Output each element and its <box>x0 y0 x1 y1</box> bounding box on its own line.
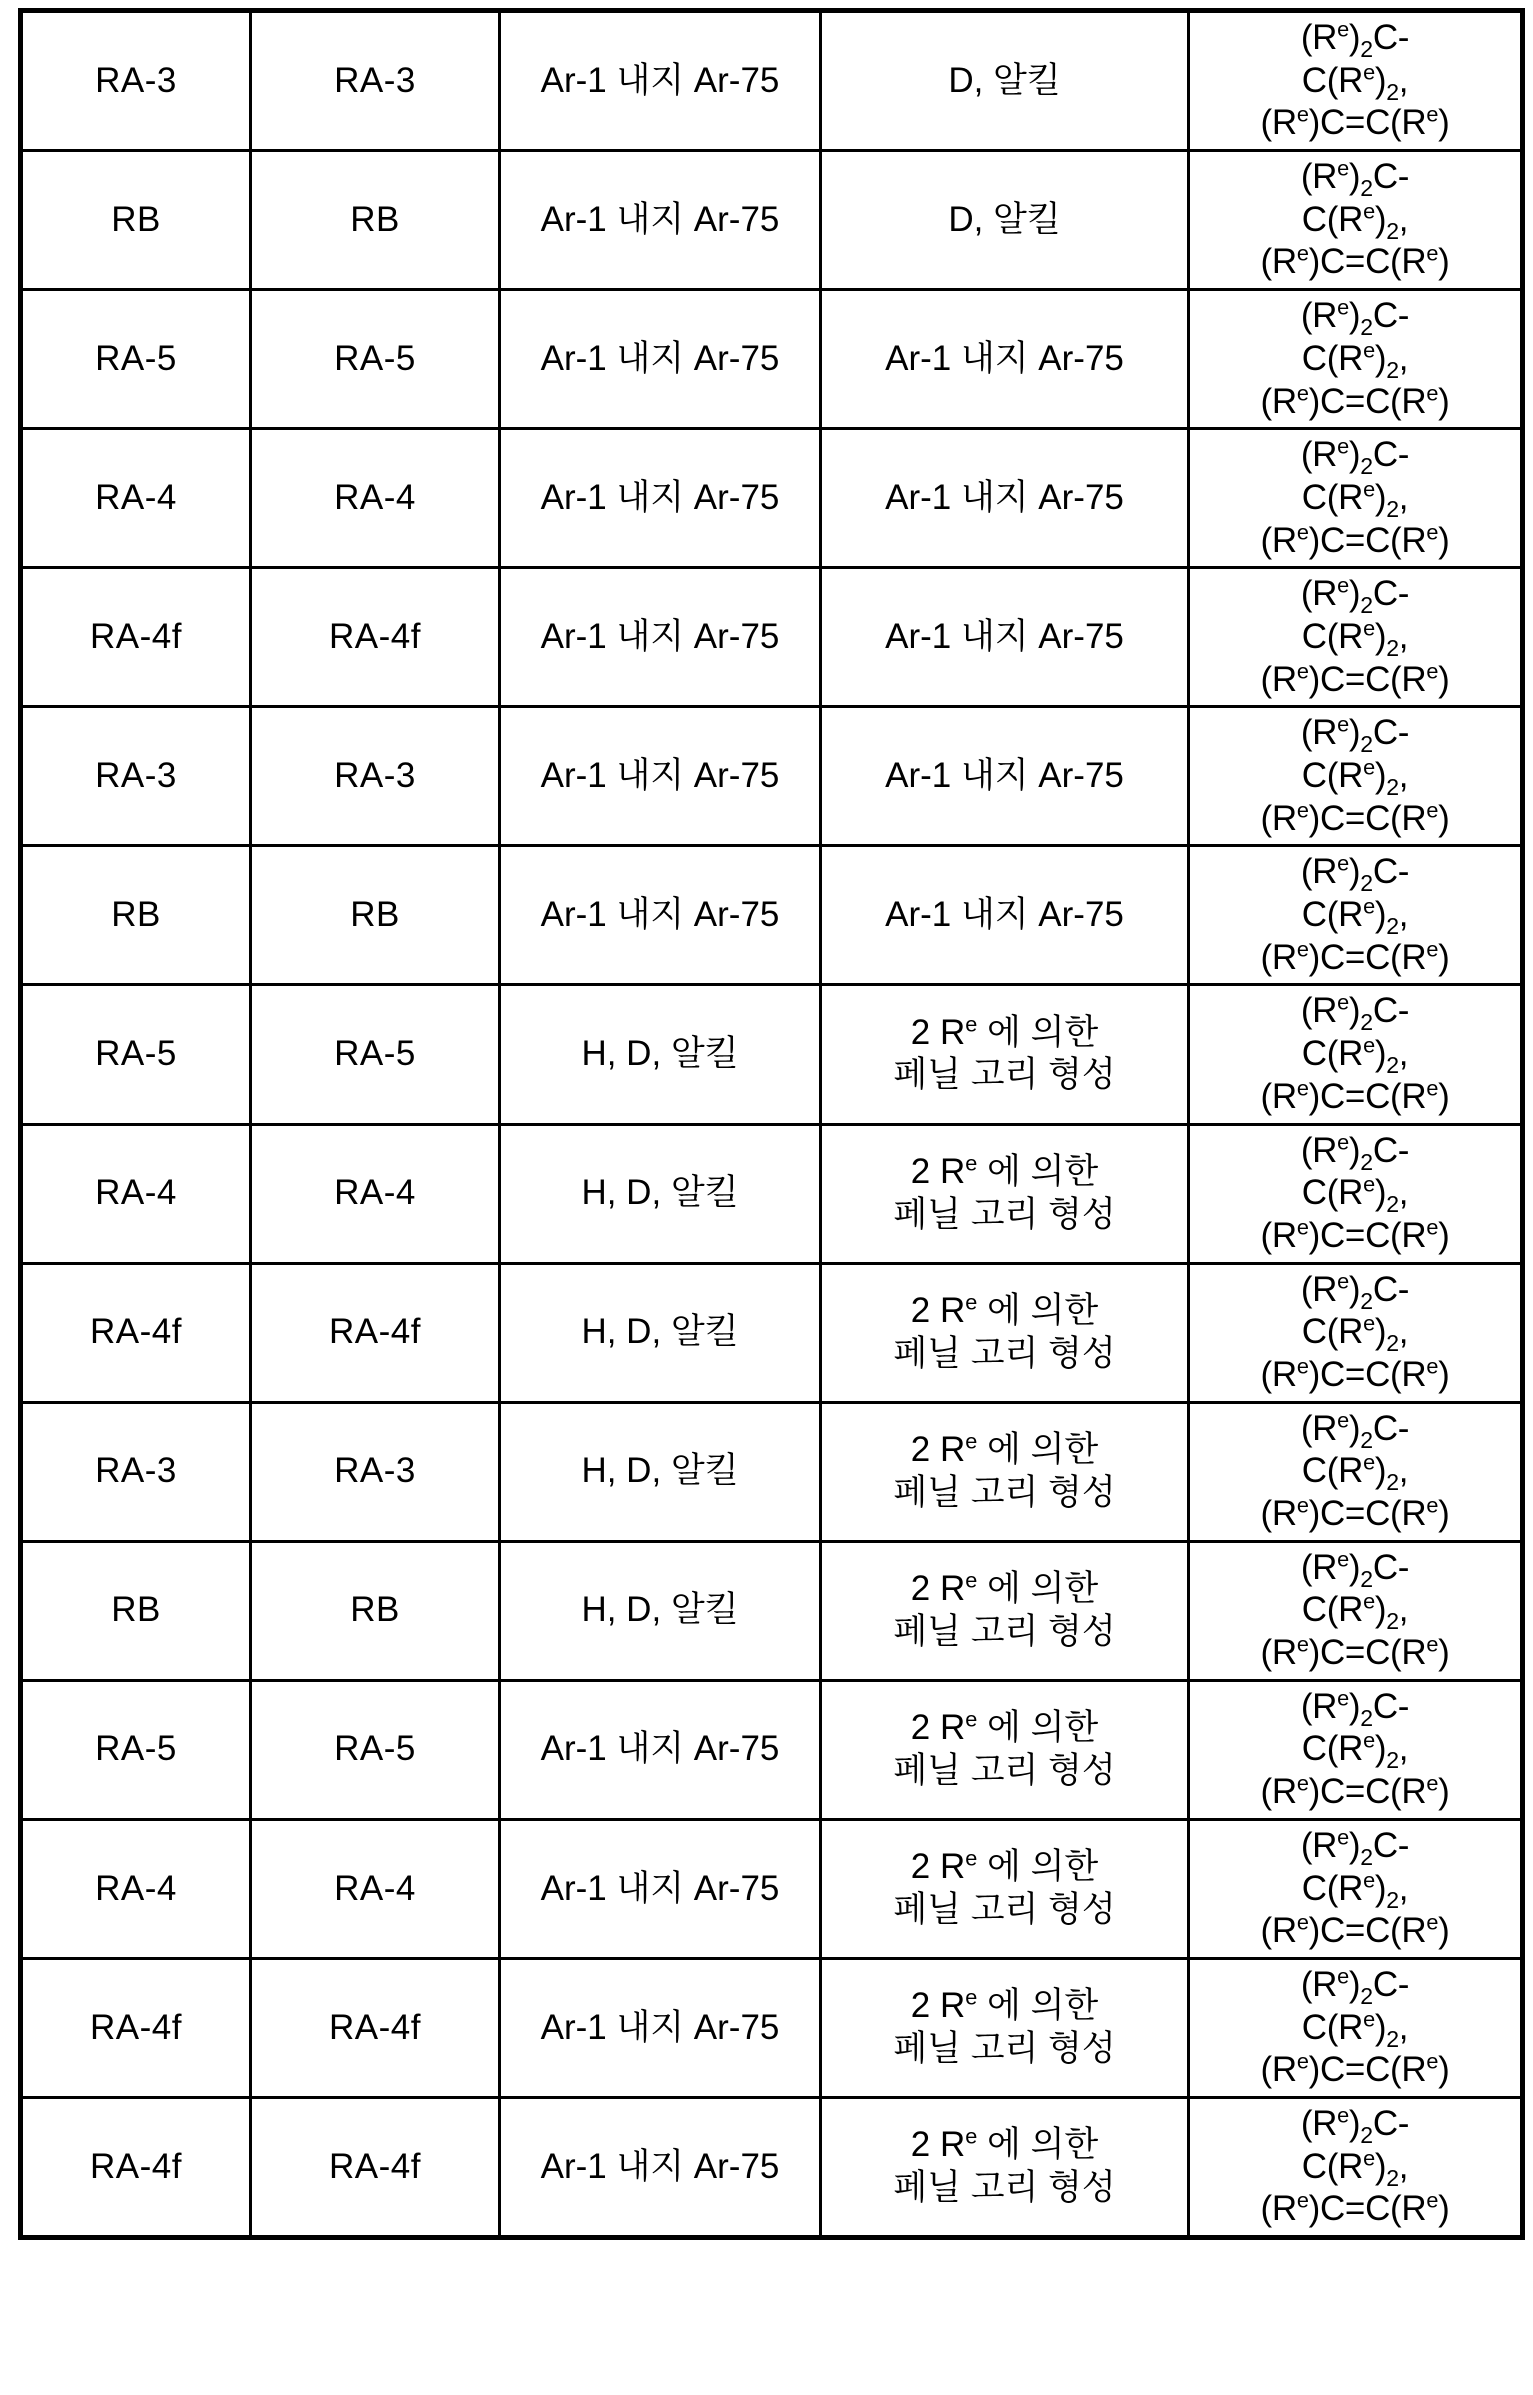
cell-substituent-a <box>500 985 821 1124</box>
table-body <box>21 11 1523 2238</box>
cell-ra-group-left: RA-4 <box>21 1124 251 1263</box>
table-row <box>21 429 1523 568</box>
formula-line-1: $(R^e)_2C-$ <box>1300 1267 1410 1314</box>
cell-ra-group-right: RA-4 <box>251 1819 500 1958</box>
chemical-formula <box>1196 295 1514 423</box>
substituent-ar-range: Ar-1 내지 Ar-75 <box>885 756 1124 795</box>
formula-line-3: $(R^e)C=C(R^e)$ <box>1260 1909 1450 1951</box>
cell-ra-group-right: RA-4f <box>251 2097 500 2237</box>
cell-substituent-b <box>821 290 1189 429</box>
table-row <box>21 1124 1523 1263</box>
formula-line-2: $C(R^e)_2$, <box>1301 476 1409 522</box>
substituent-phenyl-ring-formation <box>828 2124 1181 2209</box>
cell-ra-group-right: RA-4 <box>251 429 500 568</box>
cell-substituent-a <box>500 1402 821 1541</box>
substituent-ar-range: Ar-1 내지 Ar-75 <box>540 199 780 239</box>
substituent-ar-range: Ar-1 내지 Ar-75 <box>540 756 780 795</box>
cell-ra-group-right: RA-4f <box>251 1263 500 1402</box>
substituent-ar-range: Ar-1 내지 Ar-75 <box>540 895 780 935</box>
formula-line-1: $(R^e)_2C-$ <box>1300 1685 1410 1731</box>
formula-line-1: $(R^e)_2C-$ <box>1300 711 1410 758</box>
cell-formula <box>1189 1263 1523 1402</box>
phenyl-ring-line-2: 페닐 고리 형성 <box>893 2167 1116 2207</box>
substituent-ar-range: Ar-1 내지 Ar-75 <box>540 616 780 656</box>
cell-formula <box>1189 1680 1523 1819</box>
chemical-formula <box>1196 851 1514 979</box>
substituent-ar-range: Ar-1 내지 Ar-75 <box>885 895 1124 935</box>
formula-line-1: $(R^e)_2C-$ <box>1300 989 1410 1036</box>
cell-substituent-b <box>821 1680 1189 1819</box>
substituent-ar-range: Ar-1 내지 Ar-75 <box>540 338 780 378</box>
formula-line-1: $(R^e)_2C-$ <box>1300 1546 1410 1592</box>
cell-ra-group-left: RA-4f <box>21 1958 251 2097</box>
cell-substituent-b <box>821 1958 1189 2097</box>
table-row <box>21 290 1523 429</box>
formula-line-2: $C(R^e)_2$, <box>1301 198 1409 244</box>
formula-line-2: $C(R^e)_2$, <box>1301 2005 1409 2052</box>
phenyl-ring-line-1: 2 $R^e$ 에 의한 <box>910 1845 1099 1887</box>
formula-line-2: $C(R^e)_2$, <box>1301 1866 1409 1913</box>
cell-ra-group-right: RA-4f <box>251 568 500 707</box>
phenyl-ring-line-2: 페닐 고리 형성 <box>893 1889 1116 1929</box>
substituent-phenyl-ring-formation <box>828 1012 1181 1097</box>
table-row <box>21 2097 1523 2237</box>
cell-formula <box>1189 1124 1523 1263</box>
substituent-h-d-alkyl: H, D, 알킬 <box>581 1590 739 1630</box>
cell-ra-group-left: RA-5 <box>21 290 251 429</box>
cell-ra-group-left: RA-4f <box>21 2097 251 2237</box>
cell-substituent-b <box>821 1819 1189 1958</box>
formula-line-2: $C(R^e)_2$, <box>1301 754 1409 800</box>
chemical-formula <box>1196 1269 1514 1397</box>
cell-formula <box>1189 2097 1523 2237</box>
formula-line-1: $(R^e)_2C-$ <box>1300 850 1410 897</box>
substituent-phenyl-ring-formation <box>828 1985 1181 2070</box>
table-row <box>21 1263 1523 1402</box>
formula-line-1: $(R^e)_2C-$ <box>1300 1128 1410 1175</box>
substituent-phenyl-ring-formation <box>828 1290 1181 1375</box>
substituent-combination-table <box>18 8 1525 2240</box>
cell-substituent-a <box>500 11 821 151</box>
cell-ra-group-right: RA-3 <box>251 11 500 151</box>
formula-line-1: $(R^e)_2C-$ <box>1300 1963 1410 2009</box>
chemical-formula <box>1196 1686 1514 1814</box>
cell-substituent-b <box>821 1124 1189 1263</box>
formula-line-2: $C(R^e)_2$, <box>1301 1310 1409 1357</box>
substituent-ar-range: Ar-1 내지 Ar-75 <box>540 2007 780 2047</box>
phenyl-ring-line-2: 페닐 고리 형성 <box>893 1472 1116 1512</box>
substituent-phenyl-ring-formation <box>828 1151 1181 1236</box>
formula-line-2: $C(R^e)_2$, <box>1301 1449 1409 1496</box>
cell-formula <box>1189 1958 1523 2097</box>
cell-substituent-b <box>821 1541 1189 1680</box>
formula-line-3: $(R^e)C=C(R^e)$ <box>1260 101 1450 143</box>
chemical-formula <box>1196 1547 1514 1675</box>
table-row <box>21 11 1523 151</box>
formula-line-1: $(R^e)_2C-$ <box>1300 155 1410 202</box>
formula-line-1: $(R^e)_2C-$ <box>1300 433 1410 480</box>
formula-line-2: $C(R^e)_2$, <box>1301 1032 1409 1079</box>
cell-substituent-a <box>500 846 821 985</box>
substituent-h-d-alkyl: H, D, 알킬 <box>581 1312 739 1352</box>
table-row <box>21 1958 1523 2097</box>
cell-substituent-b <box>821 707 1189 846</box>
phenyl-ring-line-1: 2 $R^e$ 에 의한 <box>910 1011 1099 1052</box>
formula-line-3: $(R^e)C=C(R^e)$ <box>1260 1631 1450 1673</box>
formula-line-3: $(R^e)C=C(R^e)$ <box>1260 518 1450 560</box>
substituent-ar-range: Ar-1 내지 Ar-75 <box>540 477 780 517</box>
formula-line-3: $(R^e)C=C(R^e)$ <box>1260 2187 1450 2229</box>
chemical-formula <box>1196 2103 1514 2231</box>
formula-line-1: $(R^e)_2C-$ <box>1300 2102 1410 2148</box>
substituent-ar-range: Ar-1 내지 Ar-75 <box>885 477 1124 517</box>
cell-substituent-a <box>500 2097 821 2237</box>
phenyl-ring-line-1: 2 $R^e$ 에 의한 <box>910 1706 1099 1748</box>
substituent-d-alkyl: D, 알킬 <box>948 199 1061 239</box>
substituent-ar-range: Ar-1 내지 Ar-75 <box>540 2146 780 2186</box>
substituent-ar-range: Ar-1 내지 Ar-75 <box>540 1868 780 1908</box>
chemical-formula <box>1196 1825 1514 1953</box>
formula-line-3: $(R^e)C=C(R^e)$ <box>1260 1770 1450 1812</box>
cell-substituent-a <box>500 1680 821 1819</box>
cell-ra-group-right: RA-5 <box>251 985 500 1124</box>
cell-substituent-b <box>821 429 1189 568</box>
table-row <box>21 1541 1523 1680</box>
phenyl-ring-line-2: 페닐 고리 형성 <box>893 1750 1116 1790</box>
cell-formula <box>1189 151 1523 290</box>
table-row <box>21 1680 1523 1819</box>
cell-substituent-a <box>500 429 821 568</box>
cell-ra-group-left: RA-4f <box>21 568 251 707</box>
cell-formula <box>1189 429 1523 568</box>
chemical-formula <box>1196 17 1514 145</box>
cell-formula <box>1189 11 1523 151</box>
table-row <box>21 707 1523 846</box>
cell-formula <box>1189 1402 1523 1541</box>
formula-line-3: $(R^e)C=C(R^e)$ <box>1260 1214 1450 1255</box>
phenyl-ring-line-2: 페닐 고리 형성 <box>893 1611 1116 1651</box>
formula-line-3: $(R^e)C=C(R^e)$ <box>1260 240 1450 282</box>
phenyl-ring-line-2: 페닐 고리 형성 <box>893 1194 1116 1234</box>
cell-ra-group-right: RA-3 <box>251 707 500 846</box>
cell-substituent-b <box>821 846 1189 985</box>
cell-ra-group-left: RA-4 <box>21 429 251 568</box>
substituent-ar-range: Ar-1 내지 Ar-75 <box>540 1729 780 1769</box>
table-row <box>21 985 1523 1124</box>
phenyl-ring-line-2: 페닐 고리 형성 <box>893 1333 1116 1373</box>
cell-ra-group-right: RA-5 <box>251 1680 500 1819</box>
chemical-formula <box>1196 1964 1514 2092</box>
cell-substituent-a <box>500 707 821 846</box>
formula-line-3: $(R^e)C=C(R^e)$ <box>1260 2048 1450 2090</box>
cell-formula <box>1189 1541 1523 1680</box>
cell-substituent-b <box>821 151 1189 290</box>
substituent-ar-range: Ar-1 내지 Ar-75 <box>885 616 1124 656</box>
chemical-formula <box>1196 573 1514 701</box>
cell-substituent-b <box>821 11 1189 151</box>
phenyl-ring-line-1: 2 $R^e$ 에 의한 <box>910 1150 1099 1191</box>
formula-line-2: $C(R^e)_2$, <box>1301 59 1409 105</box>
phenyl-ring-line-1: 2 $R^e$ 에 의한 <box>910 1984 1099 2026</box>
cell-substituent-a <box>500 290 821 429</box>
formula-line-2: $C(R^e)_2$, <box>1301 1588 1409 1635</box>
cell-formula <box>1189 568 1523 707</box>
cell-ra-group-right: RA-4 <box>251 1124 500 1263</box>
substituent-phenyl-ring-formation <box>828 1707 1181 1792</box>
phenyl-ring-line-1: 2 $R^e$ 에 의한 <box>910 1567 1099 1609</box>
cell-ra-group-left: RB <box>21 846 251 985</box>
cell-substituent-b <box>821 985 1189 1124</box>
formula-line-1: $(R^e)_2C-$ <box>1300 1406 1410 1453</box>
formula-line-3: $(R^e)C=C(R^e)$ <box>1260 379 1450 421</box>
formula-line-1: $(R^e)_2C-$ <box>1300 1824 1410 1870</box>
cell-ra-group-left: RA-3 <box>21 11 251 151</box>
phenyl-ring-line-2: 페닐 고리 형성 <box>893 2028 1116 2068</box>
table-row <box>21 846 1523 985</box>
formula-line-2: $C(R^e)_2$, <box>1301 2144 1409 2191</box>
table-row <box>21 568 1523 707</box>
cell-substituent-a <box>500 1541 821 1680</box>
cell-ra-group-right: RB <box>251 846 500 985</box>
cell-substituent-a <box>500 568 821 707</box>
cell-formula <box>1189 846 1523 985</box>
formula-line-2: $C(R^e)_2$, <box>1301 1727 1409 1774</box>
chemical-formula <box>1196 434 1514 562</box>
formula-line-2: $C(R^e)_2$, <box>1301 337 1409 383</box>
substituent-phenyl-ring-formation <box>828 1429 1181 1514</box>
substituent-ar-range: Ar-1 내지 Ar-75 <box>540 60 780 100</box>
formula-line-1: $(R^e)_2C-$ <box>1300 294 1410 341</box>
cell-substituent-a <box>500 151 821 290</box>
cell-substituent-b <box>821 568 1189 707</box>
cell-formula <box>1189 707 1523 846</box>
formula-line-3: $(R^e)C=C(R^e)$ <box>1260 936 1450 977</box>
cell-ra-group-right: RA-5 <box>251 290 500 429</box>
substituent-h-d-alkyl: H, D, 알킬 <box>581 1034 739 1074</box>
cell-ra-group-right: RA-4f <box>251 1958 500 2097</box>
chemical-formula <box>1196 1408 1514 1536</box>
cell-ra-group-left: RA-3 <box>21 707 251 846</box>
cell-substituent-a <box>500 1124 821 1263</box>
chemical-formula <box>1196 156 1514 284</box>
cell-substituent-b <box>821 1402 1189 1541</box>
cell-ra-group-right: RA-3 <box>251 1402 500 1541</box>
phenyl-ring-line-1: 2 $R^e$ 에 의한 <box>910 1428 1099 1469</box>
table-row <box>21 1819 1523 1958</box>
cell-substituent-a <box>500 1819 821 1958</box>
chemical-formula <box>1196 1130 1514 1258</box>
substituent-phenyl-ring-formation <box>828 1846 1181 1931</box>
cell-ra-group-left: RA-4f <box>21 1263 251 1402</box>
substituent-ar-range: Ar-1 내지 Ar-75 <box>885 338 1124 378</box>
cell-substituent-b <box>821 1263 1189 1402</box>
phenyl-ring-line-1: 2 $R^e$ 에 의한 <box>910 1289 1099 1330</box>
cell-ra-group-left: RA-3 <box>21 1402 251 1541</box>
cell-substituent-a <box>500 1958 821 2097</box>
formula-line-2: $C(R^e)_2$, <box>1301 615 1409 661</box>
phenyl-ring-line-2: 페닐 고리 형성 <box>893 1055 1116 1095</box>
cell-substituent-b <box>821 2097 1189 2237</box>
cell-formula <box>1189 290 1523 429</box>
formula-line-1: $(R^e)_2C-$ <box>1300 572 1410 619</box>
substituent-d-alkyl: D, 알킬 <box>948 60 1061 100</box>
cell-formula <box>1189 1819 1523 1958</box>
formula-line-2: $C(R^e)_2$, <box>1301 1171 1409 1218</box>
substituent-h-d-alkyl: H, D, 알킬 <box>581 1451 739 1491</box>
cell-substituent-a <box>500 1263 821 1402</box>
substituent-h-d-alkyl: H, D, 알킬 <box>581 1173 739 1213</box>
chemical-formula <box>1196 712 1514 840</box>
chemical-formula <box>1196 990 1514 1118</box>
formula-line-3: $(R^e)C=C(R^e)$ <box>1260 657 1450 699</box>
table-row <box>21 151 1523 290</box>
cell-ra-group-right: RB <box>251 151 500 290</box>
cell-ra-group-left: RA-4 <box>21 1819 251 1958</box>
phenyl-ring-line-1: 2 $R^e$ 에 의한 <box>910 2123 1099 2165</box>
formula-line-3: $(R^e)C=C(R^e)$ <box>1260 1353 1450 1394</box>
substituent-phenyl-ring-formation <box>828 1568 1181 1653</box>
table-row <box>21 1402 1523 1541</box>
cell-ra-group-left: RB <box>21 151 251 290</box>
formula-line-3: $(R^e)C=C(R^e)$ <box>1260 797 1450 838</box>
cell-ra-group-left: RA-5 <box>21 1680 251 1819</box>
formula-line-1: $(R^e)_2C-$ <box>1300 16 1410 62</box>
cell-ra-group-left: RA-5 <box>21 985 251 1124</box>
formula-line-2: $C(R^e)_2$, <box>1301 893 1409 940</box>
cell-formula <box>1189 985 1523 1124</box>
formula-line-3: $(R^e)C=C(R^e)$ <box>1260 1075 1450 1116</box>
formula-line-3: $(R^e)C=C(R^e)$ <box>1260 1492 1450 1533</box>
cell-ra-group-left: RB <box>21 1541 251 1680</box>
cell-ra-group-right: RB <box>251 1541 500 1680</box>
